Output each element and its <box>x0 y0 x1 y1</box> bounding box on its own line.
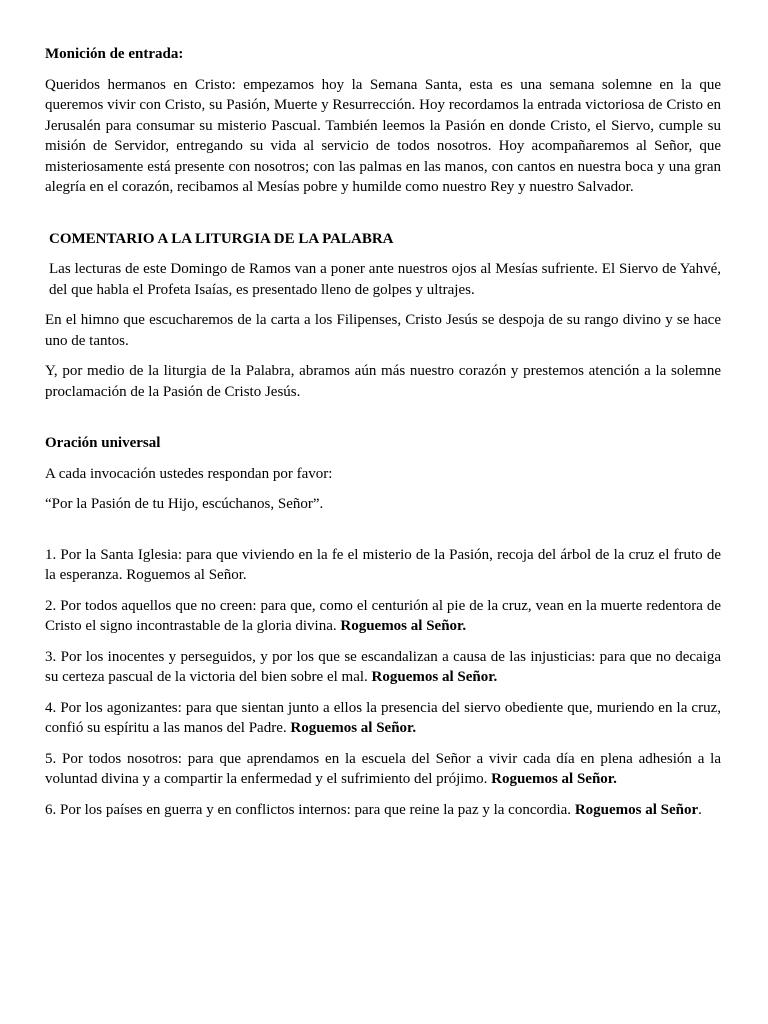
petition-2 <box>45 596 721 637</box>
petition-text: 4. Por los agonizantes: para que sientan junto a ellos la presencia del siervo obediente que, muriendo en la cruz, confió su espíritu a las manos del Padre. <box>45 699 721 736</box>
petition-text: 3. Por los inocentes y perseguidos, y por los que se escandalizan a causa de las injusticias: para que no decaiga su certeza pascual de la victoria del bien sobre el mal. <box>45 648 721 685</box>
petition-4 <box>45 698 721 739</box>
petition-text: 6. Por los países en guerra y en conflictos internos: para que reine la paz y la concordia. <box>45 801 575 818</box>
comentario-paragraph-2: En el himno que escucharemos de la carta a los Filipenses, Cristo Jesús se despoja de su rango divino y se hace uno de tantos. <box>45 312 721 349</box>
monicion-paragraph: Queridos hermanos en Cristo: empezamos hoy la Semana Santa, esta es una semana solemne en la que queremos vivir con Cristo, su Pasión, Muerte y Resurrección. Hoy recordamos la entrada victoriosa de Cristo en Jerusalén para consumar su misterio Pascual. También leemos la Pasión en donde Cristo, el Siervo, cumple su misión de Servidor, entregando su vida al servicio de todos nosotros. Hoy acompañaremos al Señor, que misteriosamente está presente con nosotros; con las palmas en las manos, con cantos en nuestra boca y una gran alegría en el corazón, recibamos al Mesías pobre y humilde como nuestro Rey y nuestro Salvador. <box>45 76 721 195</box>
petition-6 <box>45 800 721 821</box>
oracion-response: “Por la Pasión de tu Hijo, escúchanos, Señor”. <box>45 496 324 512</box>
oracion-intro: A cada invocación ustedes respondan por favor: <box>45 465 333 482</box>
comentario-paragraph-1: Las lecturas de este Domingo de Ramos van a poner ante nuestros ojos al Mesías sufriente. El Siervo de Yahvé, del que habla el Profeta Isaías, es presentado lleno de golpes y ultrajes. <box>49 261 721 298</box>
petition-closing: Roguemos al Señor. <box>290 720 417 736</box>
comentario-heading: COMENTARIO A LA LITURGIA DE LA PALABRA <box>49 230 394 247</box>
petition-5 <box>45 749 721 790</box>
oracion-heading: Oración universal <box>45 435 161 451</box>
petition-text: 1. Por la Santa Iglesia: para que viviendo en la fe el misterio de la Pasión, recoja del árbol de la cruz el fruto de la esperanza. Roguemos al Señor. <box>45 546 721 583</box>
comentario-paragraph-3: Y, por medio de la liturgia de la Palabra, abramos aún más nuestro corazón y prestemos atención a la solemne proclamación de la Pasión de Cristo Jesús. <box>45 363 721 400</box>
petition-1 <box>45 545 721 586</box>
petition-period: . <box>698 801 702 818</box>
petition-closing: Roguemos al Señor <box>574 801 699 818</box>
petition-3 <box>45 647 721 688</box>
petition-closing: Roguemos al Señor. <box>340 618 467 634</box>
monicion-heading: Monición de entrada: <box>45 46 184 62</box>
petition-closing: Roguemos al Señor. <box>371 669 498 685</box>
petition-text: 5. Por todos nosotros: para que aprendamos en la escuela del Señor a vivir cada día en plena adhesión a la voluntad divina y a compartir la enfermedad y el sufrimiento del prójimo. <box>45 750 721 787</box>
petition-closing: Roguemos al Señor. <box>491 771 617 787</box>
petition-text: 2. Por todos aquellos que no creen: para que, como el centurión al pie de la cruz, vean en la muerte redentora de Cristo el signo incontrastable de la gloria divina. <box>45 597 721 634</box>
